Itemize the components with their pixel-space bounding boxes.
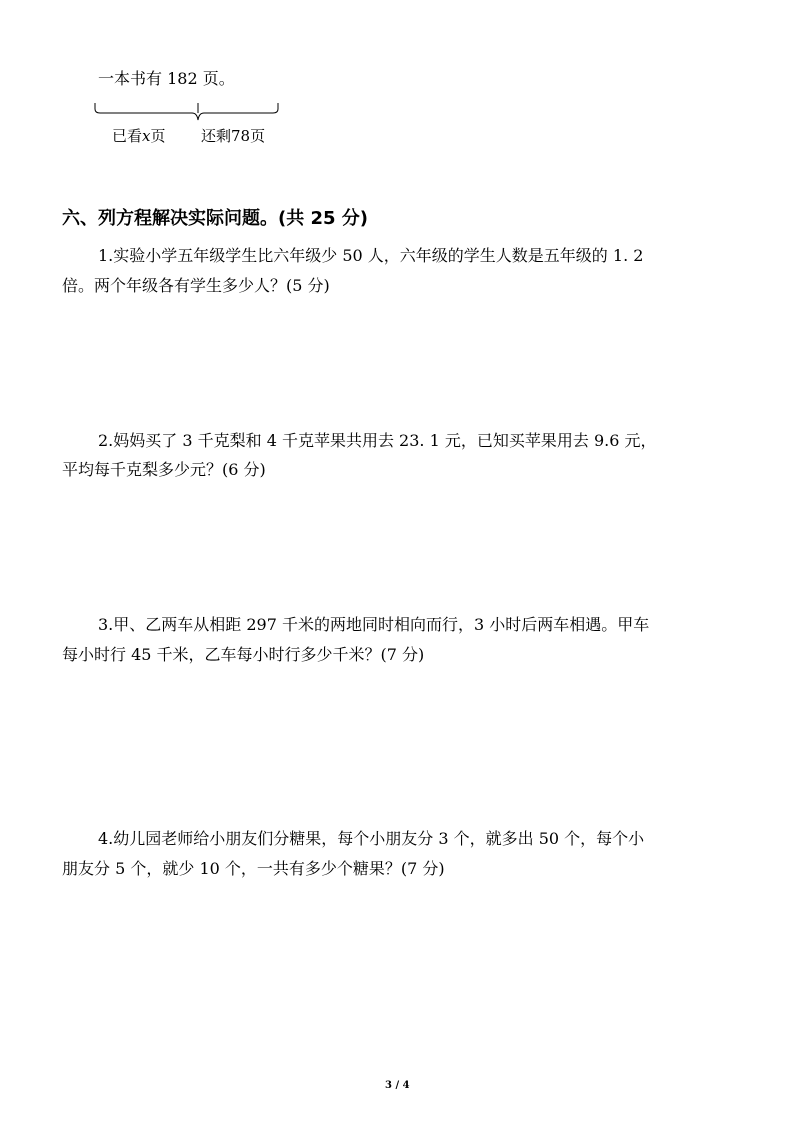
brace-label-read: 已看x页: [112, 127, 166, 145]
brace-left-segment: [95, 103, 278, 120]
book-pages-text: 一本书有 182 页。: [98, 69, 235, 88]
problem-2-line-1: 2.妈妈买了 3 千克梨和 4 千克苹果共用去 23. 1 元，已知买苹果用去 9.6 元，: [98, 431, 657, 450]
problem-3-line-2: 每小时行 45 千米，乙车每小时行多少千米？(7 分): [62, 645, 425, 664]
page-number: 3 / 4: [385, 1080, 410, 1091]
problem-1-line-1: 1.实验小学五年级学生比六年级少 50 人，六年级的学生人数是五年级的 1. 2: [98, 246, 644, 265]
brace-label-remaining: 还剩78页: [201, 127, 266, 145]
segment-brace-diagram: [92, 100, 282, 124]
problem-4-line-2: 朋友分 5 个，就少 10 个，一共有多少个糖果？(7 分): [62, 859, 445, 878]
problem-2-line-2: 平均每千克梨多少元？(6 分): [62, 460, 266, 479]
section-title: 六、列方程解决实际问题。(共 25 分): [62, 208, 369, 229]
problem-1-line-2: 倍。两个年级各有学生多少人？(5 分): [62, 276, 330, 295]
problem-3-line-1: 3.甲、乙两车从相距 297 千米的两地同时相向而行，3 小时后两车相遇。甲车: [98, 615, 650, 634]
problem-4-line-1: 4.幼儿园老师给小朋友们分糖果，每个小朋友分 3 个，就多出 50 个，每个小: [98, 829, 645, 848]
